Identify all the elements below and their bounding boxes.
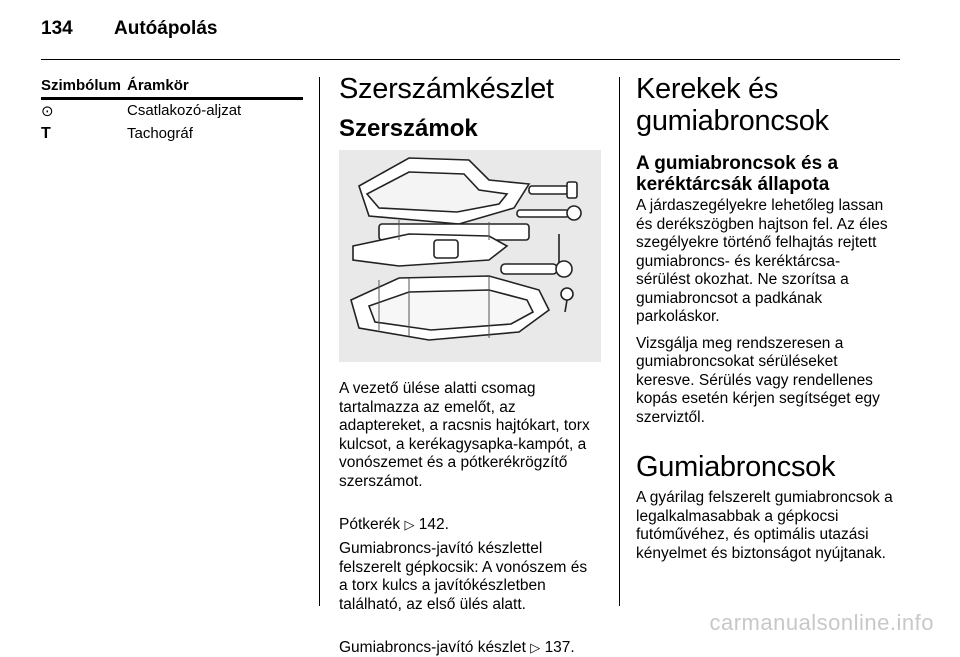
paragraph: A járdaszegélyekre lehetőleg lassan és derékszögben hajtson fel. Az éles szegélyekre történő felhajtás rejtett gumiabroncs- és keréktárcsa- sérülést okozhat. Ne szorítsa a gumiabroncsot a padkának parkoláskor.	[636, 197, 888, 325]
paragraph: A vezető ülése alatti csomag tartalmazza az emelőt, az adaptereket, a racsnis hajtókart, torx kulcsot, a kerékagysapka-kampót, a vonószemet és a pótkerékrögzítő szerszámot.	[339, 380, 590, 490]
paragraph: Gumiabroncs-javító készlettel felszerelt gépkocsik: A vonószem és a torx kulcs a javítókészletben található, az első ülés alatt.	[339, 540, 588, 613]
tachograph-symbol: T	[41, 125, 51, 142]
section-heading: Kerekek és gumiabroncsok	[636, 73, 829, 137]
socket-symbol: ⊙	[41, 103, 54, 120]
section-subheading: Szerszámok	[339, 115, 478, 142]
wheels-tyres-section	[636, 73, 904, 563]
page-ref-arrow-icon: ▷	[530, 639, 541, 655]
col-symbol-header: Szimbólum	[41, 77, 122, 94]
page-title: Autóápolás	[114, 18, 218, 39]
tool-kit-image	[339, 150, 601, 362]
section-heading: Szerszámkészlet	[339, 73, 554, 105]
page-header	[41, 18, 218, 40]
paragraph-text: Gumiabroncs-javító készlet	[339, 638, 531, 656]
column-divider	[619, 77, 620, 606]
column-divider	[319, 77, 320, 606]
table-header	[41, 77, 303, 96]
section-heading: Gumiabroncsok	[636, 451, 836, 483]
table-header-rule	[41, 97, 303, 100]
page-number: 134	[41, 18, 73, 39]
page-ref-arrow-icon: ▷	[404, 516, 415, 532]
paragraph: A gyárilag felszerelt gumiabroncsok a legalkalmasabbak a gépkocsi futóművéhez, és optimális utazási kényelmet és biztonságot nyújtanak.	[636, 489, 893, 562]
table-row	[41, 102, 303, 123]
section-subheading: A gumiabroncsok és a keréktárcsák állapota	[636, 153, 839, 195]
paragraph-text: Pótkerék	[339, 515, 405, 533]
table-row	[41, 125, 303, 146]
circuit-label: Tachográf	[127, 125, 193, 142]
symbol-table	[41, 77, 303, 146]
paragraph	[339, 620, 604, 657]
circuit-label: Csatlakozó-aljzat	[127, 102, 242, 119]
page-ref: 142.	[418, 515, 449, 533]
paragraph	[339, 497, 604, 534]
paragraph: Vizsgálja meg rendszeresen a gumiabroncsokat sérüléseket keresve. Sérülés vagy rendellenes kopás esetén kérjen segítséget egy szerviztől.	[636, 334, 880, 426]
page-ref: 137.	[544, 638, 575, 656]
watermark: carmanualsonline.info	[709, 610, 934, 635]
tool-kit-illustration	[339, 150, 601, 362]
col-circuit-header: Áramkör	[127, 77, 189, 94]
header-divider	[41, 59, 900, 60]
